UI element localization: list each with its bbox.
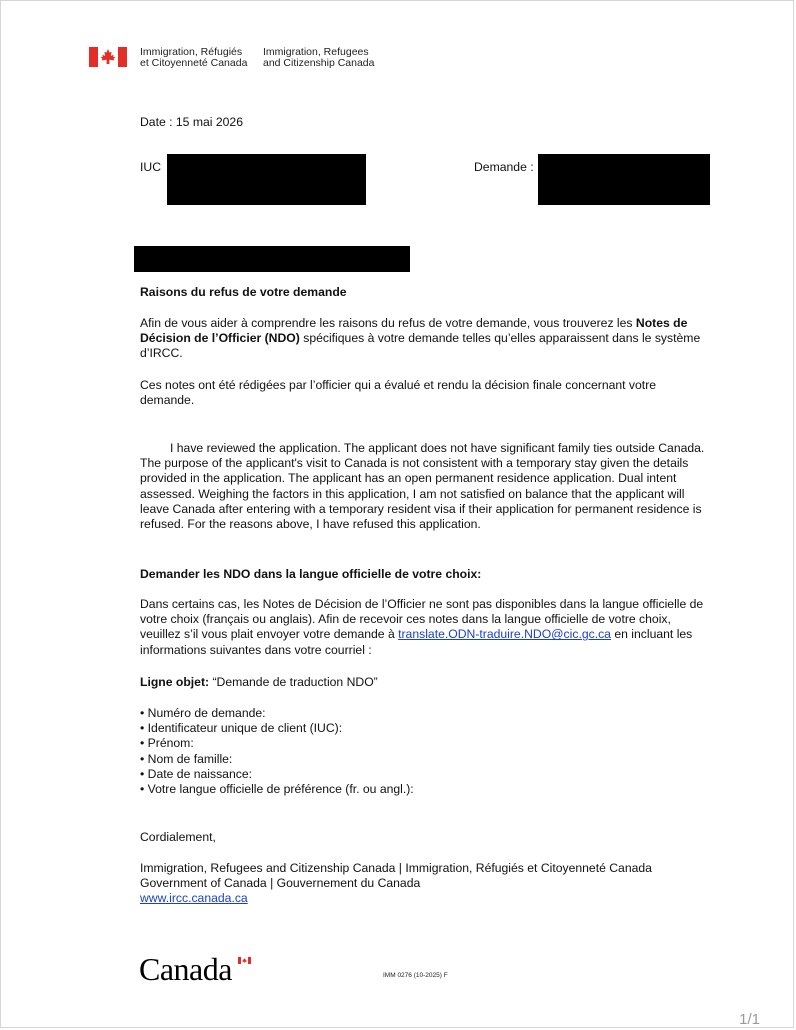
subject-line [140, 675, 710, 690]
department-fr-line-2: et Citoyenneté Canada [140, 57, 248, 69]
page-counter: 1/1 [739, 1011, 760, 1028]
redacted-application-number [538, 154, 710, 205]
canada-wordmark: Canada [139, 951, 232, 987]
subject-label: Ligne objet: [140, 675, 210, 689]
section-title-refusal-reasons: Raisons du refus de votre demande [140, 285, 347, 299]
iuc-label: IUC [140, 160, 161, 174]
signature-line-2: Government of Canada | Gouvernement du Canada [140, 876, 421, 891]
list-item: • Numéro de demande: [140, 706, 710, 721]
canada-flag-icon [89, 47, 127, 67]
list-item: • Nom de famille: [140, 752, 710, 767]
demande-label: Demande : [474, 160, 534, 174]
intro-text-bold: Notes de Décision de l’Officier (NDO) [140, 316, 688, 346]
department-fr-line-1: Immigration, Réfugiés [140, 46, 243, 58]
notes-origin-paragraph: Ces notes ont été rédigées par l’officier qui a évalué et rendu la décision finale concernant votre demande. [140, 378, 657, 408]
intro-text-end: spécifiques à votre demande telles qu’elles apparaissent dans le système d’IRCC. [140, 331, 701, 361]
form-code: IMM 0276 (10-2025) F [383, 972, 448, 979]
signature-line-1: Immigration, Refugees and Citizenship Canada | Immigration, Réfugiés et Citoyenneté Canada [140, 861, 652, 875]
translation-email-link[interactable]: translate.ODN-traduire.NDO@cic.gc.ca [398, 627, 611, 642]
subject-value: “Demande de traduction NDO” [212, 675, 378, 689]
intro-text-start: Afin de vous aider à comprendre les raisons du refus de votre demande, vous trouverez les [140, 316, 633, 330]
request-text-start: Dans certains cas, les Notes de Décision de l’Officier ne sont pas disponibles dans la langue officielle de votre choix (français ou anglais). Afin de recevoir ces notes dans la langue officielle de votre choix, veuillez s’il vous plait envoyer votre demande à [140, 597, 704, 642]
required-fields-list [140, 706, 710, 797]
department-en-line-1: Immigration, Refugees [263, 46, 369, 58]
ircc-website-link[interactable]: www.ircc.canada.ca [140, 891, 248, 906]
list-item: • Identificateur unique de client (IUC): [140, 721, 710, 736]
closing-salutation: Cordialement, [140, 830, 216, 844]
wordmark-flag-icon [238, 957, 251, 964]
redacted-iuc [167, 154, 366, 205]
department-name-french [140, 47, 247, 69]
section-title-request-ndo: Demander les NDO dans la langue officielle de votre choix: [140, 567, 482, 581]
list-item: • Prénom: [140, 736, 710, 751]
signature-block [140, 861, 720, 907]
department-en-line-2: and Citizenship Canada [263, 57, 375, 69]
request-paragraph [140, 597, 710, 658]
list-item: • Date de naissance: [140, 767, 710, 782]
list-item: • Votre langue officielle de préférence (fr. ou angl.): [140, 782, 710, 797]
department-name-english [263, 47, 375, 69]
redacted-applicant-name [134, 246, 410, 272]
request-text-end: en incluant les informations suivantes dans votre courriel : [140, 627, 693, 657]
letter-date: Date : 15 mai 2026 [140, 115, 243, 129]
intro-paragraph [140, 316, 710, 362]
officer-decision-notes: I have reviewed the application. The applicant does not have significant family ties outside Canada. The purpose of the applicant's visit to Canada is not consistent with a temporary stay given the details provided in the application. The applicant has an open permanent residence application. Dual intent assessed. Weighing the factors in this application, I am not satisfied on balance that the applicant will leave Canada after entering with a temporary resident visa if their application for permanent residence is refused. For the reasons above, I have refused this application. [140, 441, 705, 532]
